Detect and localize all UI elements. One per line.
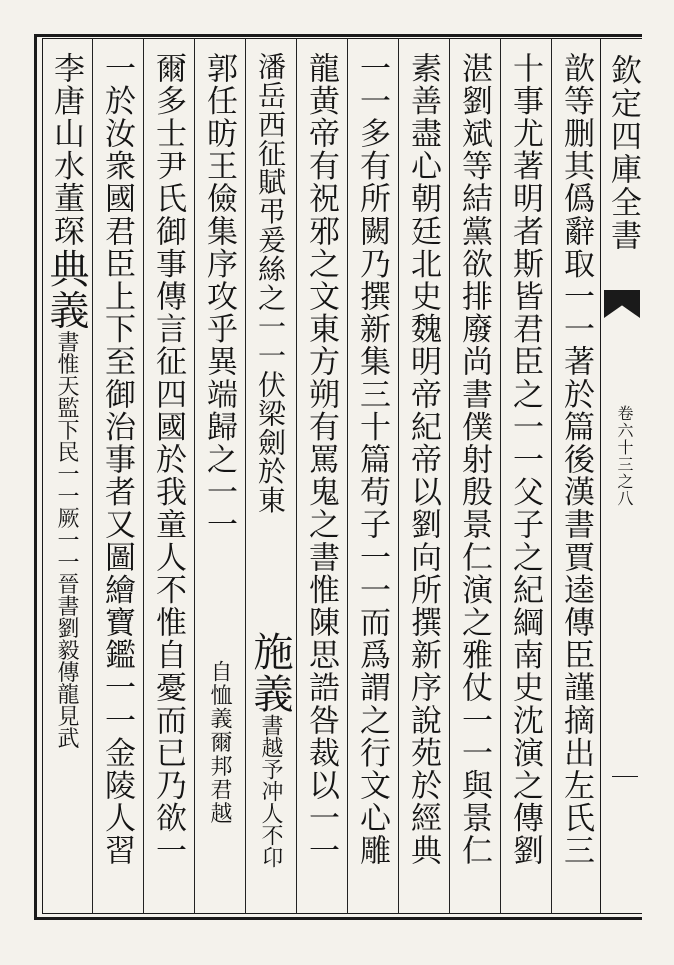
entry-shi-yi bbox=[247, 600, 293, 900]
column-rule bbox=[500, 38, 501, 914]
column-lead: 李唐山水董琛 bbox=[48, 52, 84, 248]
entry-heading: 典義 bbox=[43, 247, 89, 331]
entry-note: 書惟天監下民一一厥一一晉書劉毅傳龍見武 bbox=[54, 330, 79, 749]
text-column-9: 爾多士尹氏御事傳言征四國於我童人不惟自憂而已乃欲一 bbox=[150, 52, 186, 867]
column-rule bbox=[194, 38, 195, 914]
column-rule bbox=[143, 38, 144, 914]
entry-note: 書越予冲人不卬 bbox=[258, 714, 283, 869]
text-column-2: 十事尤著明者斯皆君臣之一一父子之紀綱南史沈演之傳劉 bbox=[507, 52, 543, 867]
text-column-7: 潘岳西征賦弔爰絲之一一伏梁劍於東 bbox=[254, 52, 287, 515]
column-rule bbox=[449, 38, 450, 914]
text-column-3: 湛劉斌等結黨欲排廢尚書僕射殷景仁演之雅仗一一與景仁 bbox=[456, 52, 492, 867]
text-column-11 bbox=[43, 52, 89, 749]
text-column-1: 歆等删其僞辭取一一著於篇後漢書賈逵傳臣謹摘出左氏三 bbox=[558, 52, 594, 867]
column-rule bbox=[347, 38, 348, 914]
text-column-10: 一於汝衆國君臣上下至御治事者又圖繪寶鑑一一金陵人習 bbox=[99, 52, 135, 867]
column-rule bbox=[245, 38, 246, 914]
margin-mark bbox=[612, 776, 638, 777]
column-rule bbox=[551, 38, 552, 914]
margin-volume-label: 卷六十三之八 bbox=[615, 405, 634, 507]
margin-book-title: 欽定四庫全書 bbox=[605, 54, 641, 252]
text-column-5: 一一多有所闕乃撰新集三十篇苟子一一而爲謂之行文心雕 bbox=[354, 52, 390, 867]
entry-shi-yi-rest: 自恤義爾邦君越 bbox=[207, 660, 232, 826]
text-column-8: 郭任昉王儉集序攻乎異端歸之一一 bbox=[201, 52, 237, 541]
column-rule bbox=[398, 38, 399, 914]
column-rule bbox=[296, 38, 297, 914]
text-column-6: 龍黄帝有祝邪之文東方朔有罵鬼之書惟陳思誥咎裁以一一 bbox=[303, 52, 339, 867]
entry-heading: 施義 bbox=[247, 631, 293, 715]
text-column-4: 素善盡心朝廷北史魏明帝紀帝以劉向所撰新序說苑於經典 bbox=[405, 52, 441, 867]
column-rule bbox=[92, 38, 93, 914]
